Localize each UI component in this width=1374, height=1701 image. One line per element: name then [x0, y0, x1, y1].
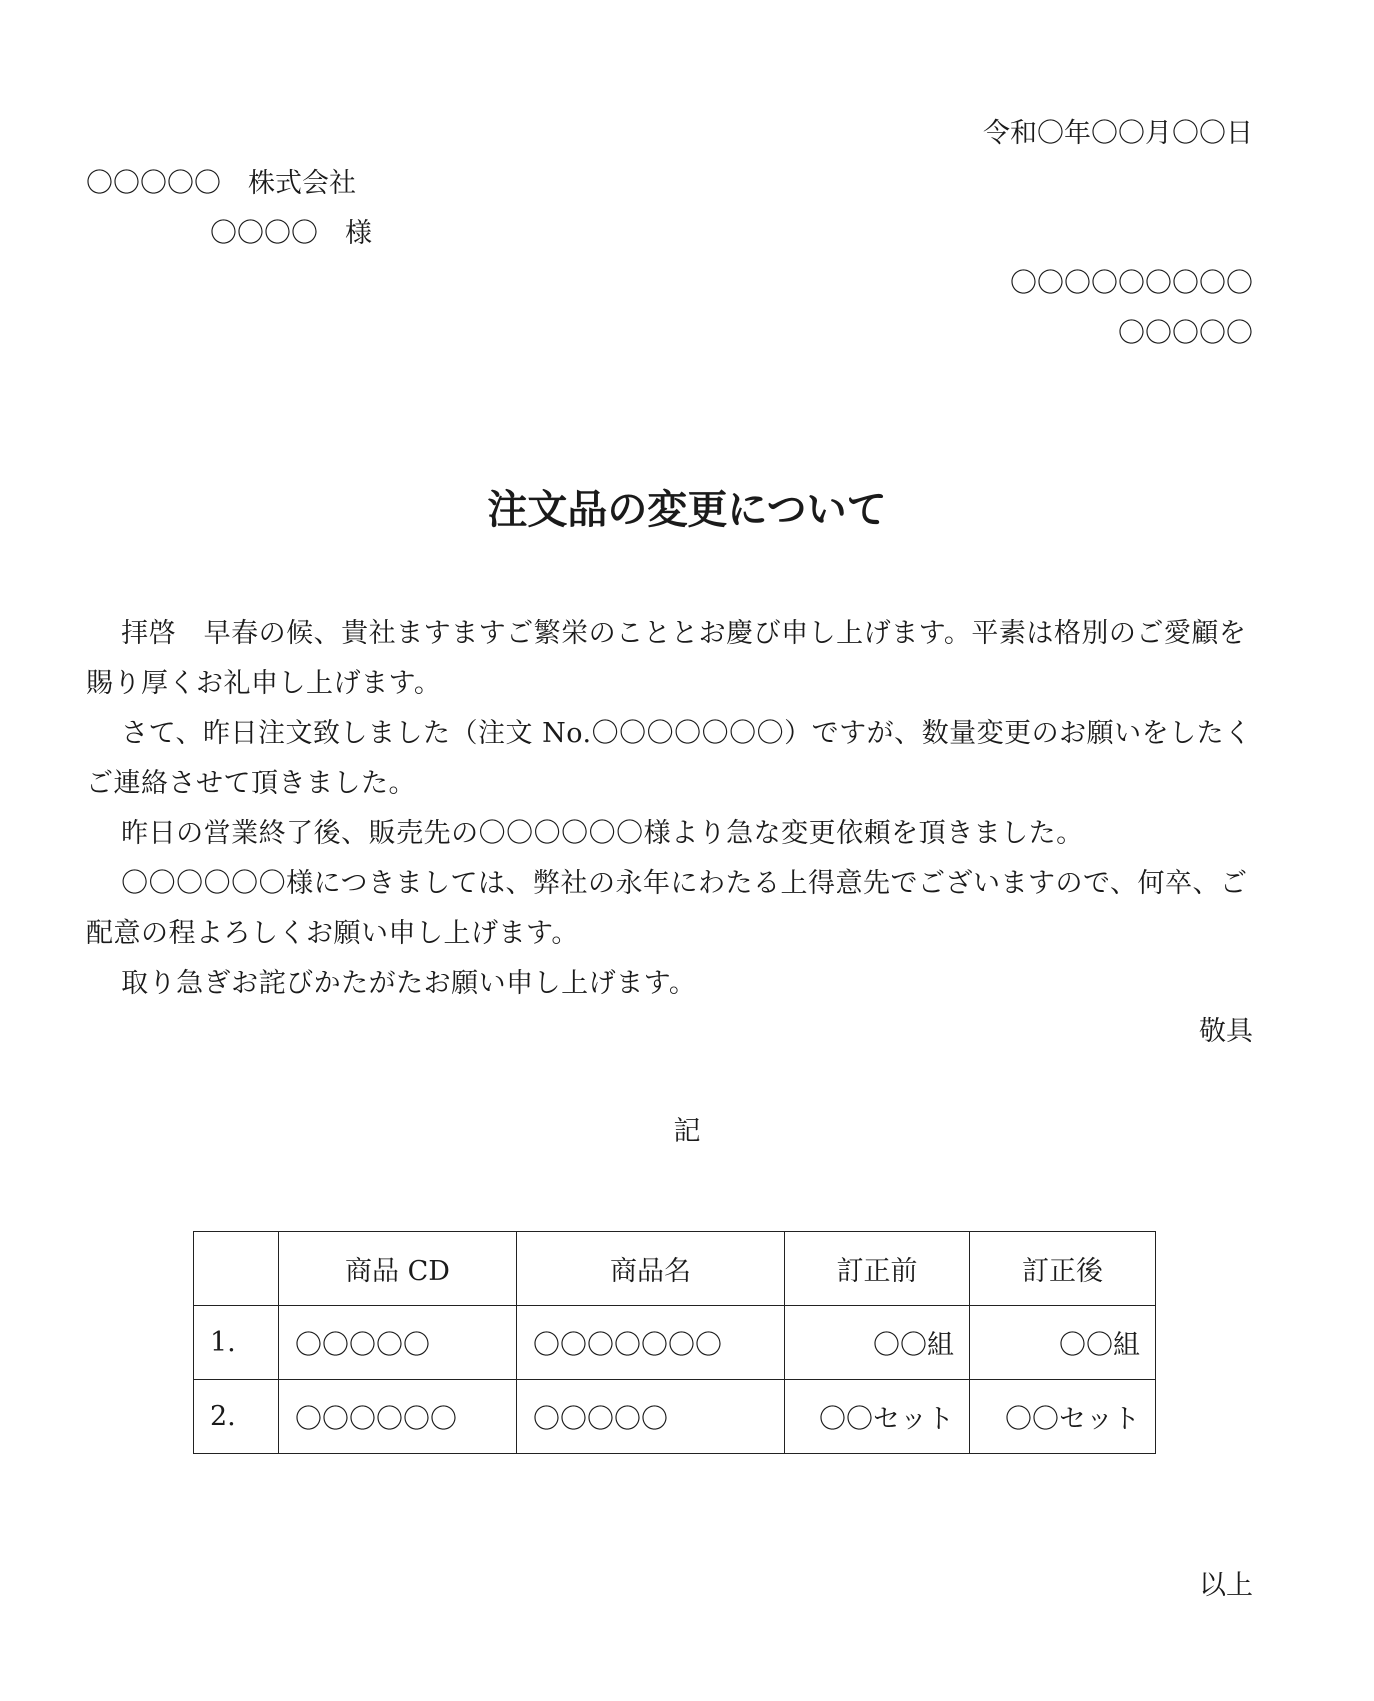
sender-company: 〇〇〇〇〇〇〇〇〇 [1010, 268, 1253, 299]
body-paragraph: 拝啓 早春の候、貴社ますますご繁栄のこととお慶び申し上げます。平素は格別のご愛顧を賜り厚くお礼申し上げます。 [86, 618, 1247, 699]
table-header-row [194, 1232, 1156, 1306]
header-after-correction: 訂正後 [970, 1232, 1156, 1306]
product-name: 〇〇〇〇〇 [517, 1380, 785, 1454]
closing-keigu: 敬具 [1199, 1016, 1253, 1047]
table-row [194, 1380, 1156, 1454]
order-change-table [193, 1231, 1156, 1454]
body-paragraph: 取り急ぎお詫びかたがたお願い申し上げます。 [121, 968, 697, 999]
table-row [194, 1306, 1156, 1380]
letter-title: 注文品の変更について [487, 486, 887, 533]
body-paragraph: 〇〇〇〇〇〇様につきましては、弊社の永年にわたる上得意先でございますので、何卒、ご配意の程よろしくお願い申し上げます。 [86, 868, 1248, 949]
quantity-before: 〇〇セット [785, 1380, 970, 1454]
product-code: 〇〇〇〇〇〇 [279, 1380, 517, 1454]
product-name: 〇〇〇〇〇〇〇 [517, 1306, 785, 1380]
letter-body [86, 609, 1256, 1009]
product-code: 〇〇〇〇〇 [279, 1306, 517, 1380]
header-number [194, 1232, 279, 1306]
quantity-after: 〇〇組 [970, 1306, 1156, 1380]
quantity-before: 〇〇組 [785, 1306, 970, 1380]
body-paragraph: さて、昨日注文致しました（注文 No.〇〇〇〇〇〇〇）ですが、数量変更のお願いをしたくご連絡させて頂きました。 [86, 718, 1252, 799]
body-paragraph: 昨日の営業終了後、販売先の〇〇〇〇〇〇様より急な変更依頼を頂きました。 [121, 818, 1084, 849]
ki-heading: 記 [673, 1116, 701, 1147]
recipient-person: 〇〇〇〇 様 [210, 218, 372, 249]
sender-name: 〇〇〇〇〇 [1118, 318, 1253, 349]
row-number: 2. [194, 1380, 279, 1454]
header-product-name: 商品名 [517, 1232, 785, 1306]
quantity-after: 〇〇セット [970, 1380, 1156, 1454]
end-mark: 以上 [1199, 1570, 1253, 1601]
header-product-code: 商品 CD [279, 1232, 517, 1306]
letter-date: 令和〇年〇〇月〇〇日 [983, 118, 1253, 149]
header-before-correction: 訂正前 [785, 1232, 970, 1306]
row-number: 1. [194, 1306, 279, 1380]
recipient-company: 〇〇〇〇〇 株式会社 [86, 168, 356, 199]
